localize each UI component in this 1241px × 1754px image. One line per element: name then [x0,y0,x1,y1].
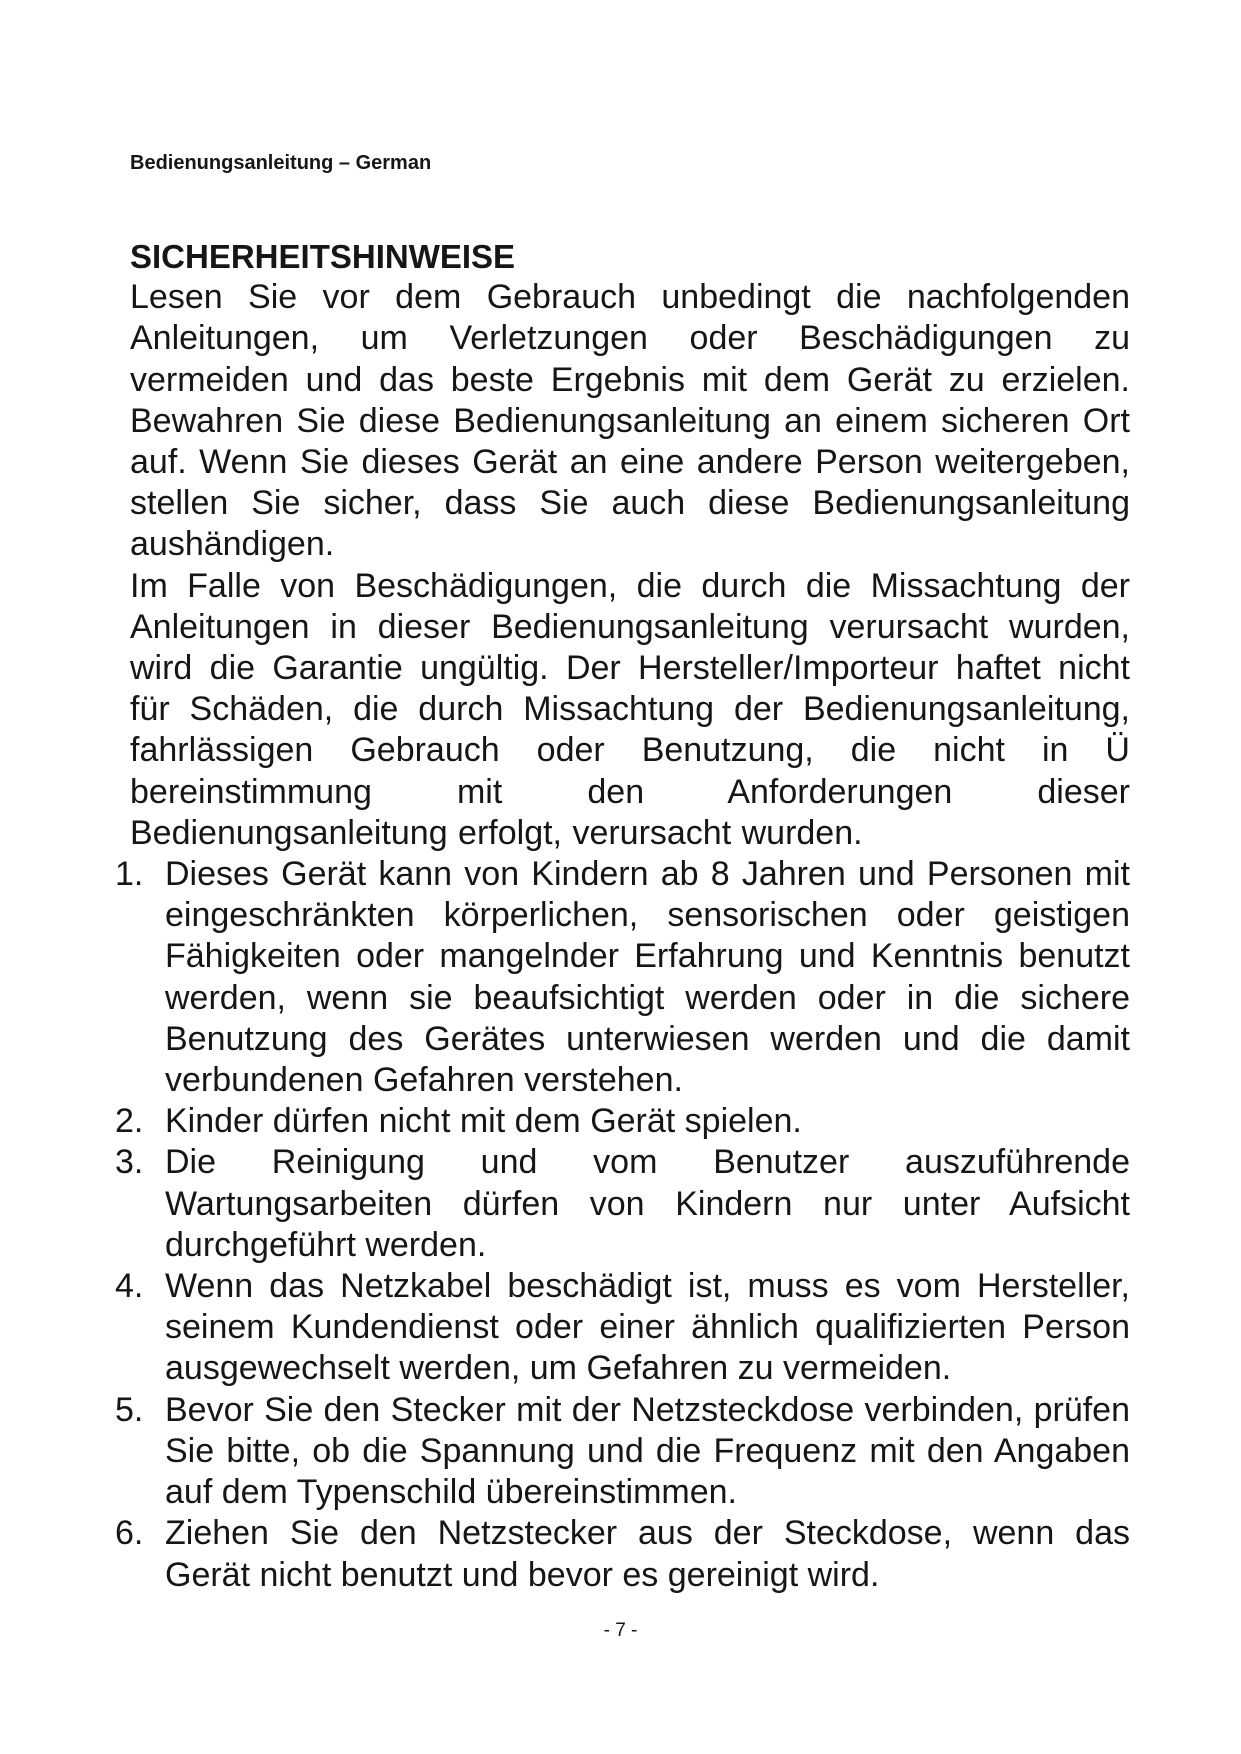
list-item-text: Wenn das Netzkabel beschädigt ist, muss es vom Hersteller, seinem Kundendienst oder einer ähnlich qualifizierten Person ausgewechselt werden, um Gefahren zu vermeiden. [165,1267,1130,1388]
intro-paragraph: Lesen Sie vor dem Gebrauch unbedingt die nachfolgenden Anleitungen, um Verletzungen oder Beschädigungen zu vermeiden und das beste Ergebnis mit dem Gerät zu erzielen. Bewahren Sie diese Bedienungsanleitung an einem sicheren Ort auf. Wenn Sie dieses Gerät an eine andere Person weitergeben, stellen Sie sicher, dass Sie auch diese Bedienungsanleitung aushändigen. [130,278,1130,564]
section-title: SICHERHEITSHINWEISE [130,238,516,275]
list-item-number: 5. [115,1390,144,1429]
list-item-number: 1. [115,855,144,894]
list-item-text: Die Reinigung und vom Benutzer auszuführende Wartungsarbeiten dürfen von Kindern nur unter Aufsicht durchgeführt werden. [165,1143,1130,1264]
list-item-text: Ziehen Sie den Netzstecker aus der Steckdose, wenn das Gerät nicht benutzt und bevor es gereinigt wird. [165,1514,1130,1594]
page-number: - 7 - [603,1620,638,1641]
list-item [115,854,1130,1101]
list-item-text: Bevor Sie den Stecker mit der Netzsteckdose verbinden, prüfen Sie bitte, ob die Spannung und die Frequenz mit den Angaben auf dem Typenschild übereinstimmen. [165,1390,1130,1512]
list-item [115,1266,1130,1390]
list-item-number: 2. [115,1102,144,1141]
list-item-number: 4. [115,1267,144,1306]
safety-section [115,236,1130,1596]
list-item-number: 3. [115,1143,144,1182]
list-item [115,1513,1130,1595]
list-item [115,1142,1130,1266]
safety-rules-list [115,854,1130,1596]
list-item-text: Kinder dürfen nicht mit dem Gerät spielen. [165,1102,802,1141]
list-item [115,1390,1130,1514]
list-item-text: Dieses Gerät kann von Kindern ab 8 Jahren und Personen mit eingeschränkten körperlichen, sensorischen oder geistigen Fähigkeiten oder mangelnder Erfahrung und Kenntnis benutzt werden, wenn sie beaufsichtigt werden oder in die sichere Benutzung des Gerätes unterwiesen werden und die damit verbundenen Gefahren verstehen. [165,855,1130,1100]
warranty-paragraph: Im Falle von Beschädigungen, die durch die Missachtung der Anleitungen in dieser Bedienungsanleitung verursacht wurden, wird die Garantie ungültig. Der Hersteller/Importeur haftet nicht für Schäden, die durch Missachtung der Bedienungsanleitung, fahrlässigen Gebrauch oder Benutzung, die nicht in Ü bereinstimmung mit den Anforderungen dieser Bedienungsanleitung erfolgt, verursacht wurden. [130,566,1130,852]
list-item [115,1101,1130,1142]
list-item-number: 6. [115,1514,144,1553]
document-header: Bedienungsanleitung – German [130,152,432,174]
